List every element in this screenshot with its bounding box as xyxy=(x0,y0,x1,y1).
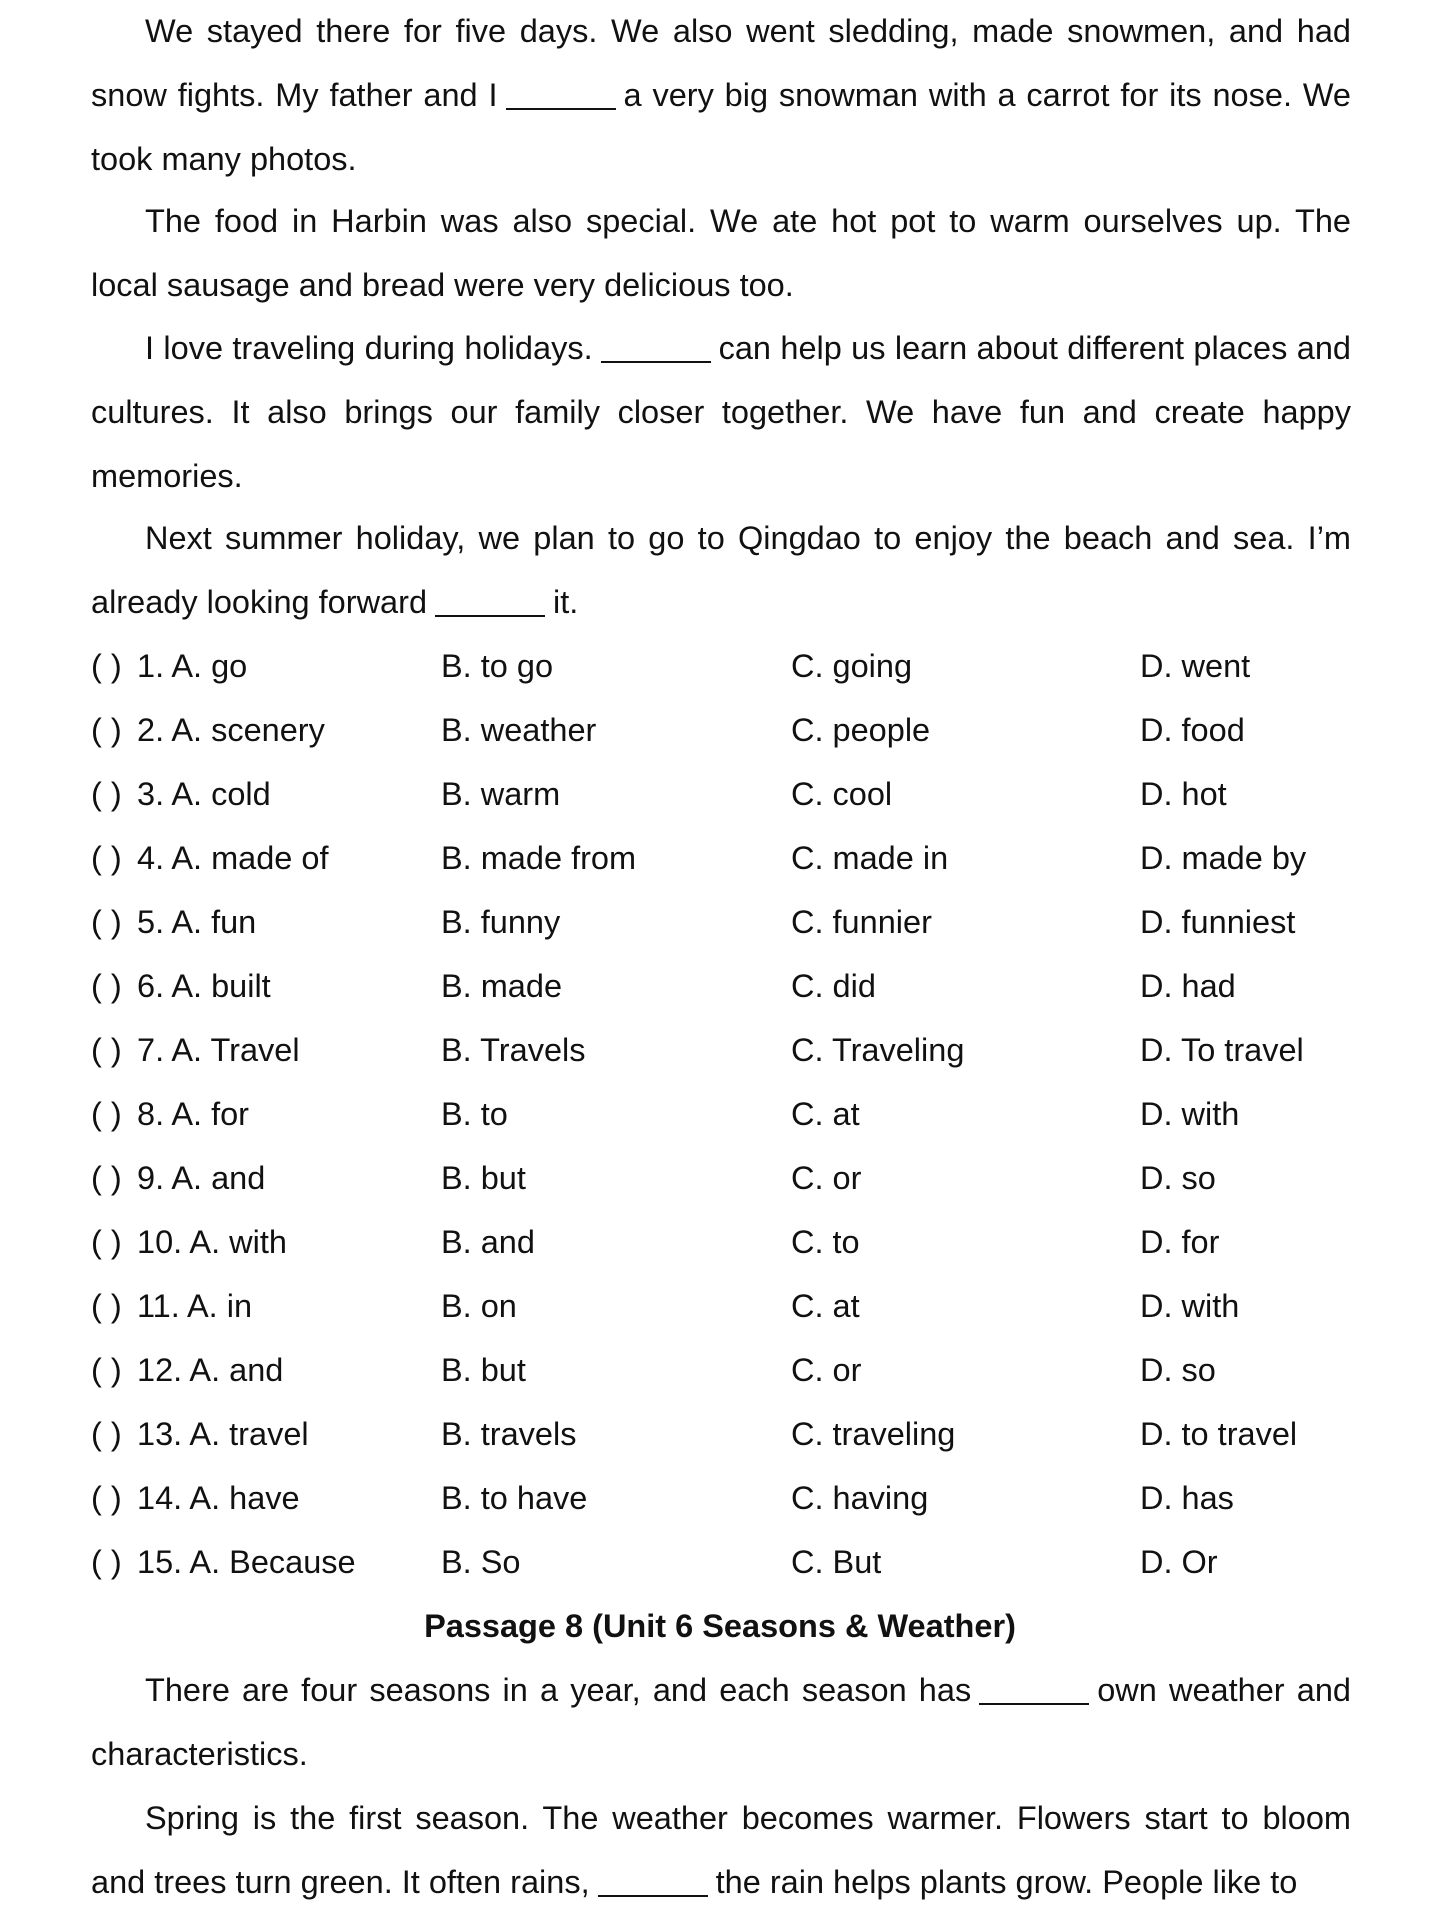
question-row xyxy=(91,1146,1351,1210)
option-d: D. made by xyxy=(1140,840,1307,876)
option-d: D. hot xyxy=(1140,776,1227,812)
answer-blank xyxy=(601,361,711,363)
option-a: 11. A. in xyxy=(137,1288,253,1324)
option-a: 8. A. for xyxy=(137,1096,250,1132)
option-a: 7. A. Travel xyxy=(137,1032,300,1068)
passage8-heading: Passage 8 (Unit 6 Seasons & Weather) xyxy=(424,1608,1016,1644)
answer-parentheses[interactable]: ( ) xyxy=(91,840,122,876)
option-b: B. weather xyxy=(441,712,597,748)
answer-parentheses[interactable]: ( ) xyxy=(91,1032,122,1068)
option-b: B. funny xyxy=(441,904,561,940)
option-b: B. but xyxy=(441,1352,526,1388)
option-a: 10. A. with xyxy=(137,1224,287,1260)
answer-blank xyxy=(598,1895,708,1897)
option-d: D. so xyxy=(1140,1352,1216,1388)
question-row xyxy=(91,634,1351,698)
option-d: D. had xyxy=(1140,968,1236,1004)
answer-parentheses[interactable]: ( ) xyxy=(91,648,122,684)
option-b: B. on xyxy=(441,1288,517,1324)
passage8-paragraph-1: There are four seasons in a year, and each season has own weather and characteristics. xyxy=(91,1672,1351,1772)
option-b: B. to xyxy=(441,1096,508,1132)
option-a: 6. A. built xyxy=(137,968,271,1004)
option-d: D. went xyxy=(1140,648,1251,684)
option-a: 13. A. travel xyxy=(137,1416,309,1452)
option-c: C. made in xyxy=(791,840,949,876)
passage7-paragraph-1: We stayed there for five days. We also went sledding, made snowmen, and had snow fights. My father and I a very big snowman with a carrot for its nose. We took many photos. xyxy=(91,13,1351,177)
option-a: 1. A. go xyxy=(137,648,248,684)
option-b: B. So xyxy=(441,1544,521,1580)
option-d: D. funniest xyxy=(1140,904,1296,940)
option-d: D. food xyxy=(1140,712,1245,748)
passage8-paragraph-2: Spring is the first season. The weather becomes warmer. Flowers start to bloom and trees turn green. It often rains, the rain helps plants grow. People like to xyxy=(91,1800,1351,1900)
question-row xyxy=(91,826,1351,890)
answer-blank xyxy=(979,1703,1089,1705)
question-row xyxy=(91,1018,1351,1082)
answer-parentheses[interactable]: ( ) xyxy=(91,1416,122,1452)
answer-parentheses[interactable]: ( ) xyxy=(91,904,122,940)
option-b: B. travels xyxy=(441,1416,577,1452)
passage7-paragraph-2: The food in Harbin was also special. We ate hot pot to warm ourselves up. The local sausage and bread were very delicious too. xyxy=(91,203,1351,303)
option-b: B. and xyxy=(441,1224,535,1260)
answer-blank xyxy=(506,108,616,110)
option-c: C. having xyxy=(791,1480,929,1516)
option-d: D. with xyxy=(1140,1096,1240,1132)
question-row xyxy=(91,1338,1351,1402)
option-d: D. To travel xyxy=(1140,1032,1304,1068)
question-row xyxy=(91,1210,1351,1274)
option-d: D. with xyxy=(1140,1288,1240,1324)
option-c: C. or xyxy=(791,1160,862,1196)
answer-parentheses[interactable]: ( ) xyxy=(91,1160,122,1196)
option-a: 15. A. Because xyxy=(137,1544,356,1580)
option-c: C. at xyxy=(791,1288,860,1324)
option-a: 2. A. scenery xyxy=(137,712,325,748)
answer-parentheses[interactable]: ( ) xyxy=(91,1096,122,1132)
answer-parentheses[interactable]: ( ) xyxy=(91,1288,122,1324)
question-row xyxy=(91,762,1351,826)
option-a: 3. A. cold xyxy=(137,776,271,812)
option-a: 14. A. have xyxy=(137,1480,300,1516)
option-b: B. to go xyxy=(441,648,554,684)
option-d: D. has xyxy=(1140,1480,1234,1516)
option-c: C. But xyxy=(791,1544,882,1580)
question-row xyxy=(91,1082,1351,1146)
option-c: C. did xyxy=(791,968,876,1004)
answer-parentheses[interactable]: ( ) xyxy=(91,1352,122,1388)
question-row xyxy=(91,1530,1351,1594)
option-c: C. traveling xyxy=(791,1416,956,1452)
option-b: B. made from xyxy=(441,840,637,876)
option-c: C. cool xyxy=(791,776,893,812)
option-d: D. so xyxy=(1140,1160,1216,1196)
option-b: B. Travels xyxy=(441,1032,586,1068)
answer-parentheses[interactable]: ( ) xyxy=(91,1224,122,1260)
question-row xyxy=(91,890,1351,954)
option-a: 12. A. and xyxy=(137,1352,284,1388)
option-b: B. but xyxy=(441,1160,526,1196)
question-row xyxy=(91,1466,1351,1530)
option-d: D. for xyxy=(1140,1224,1220,1260)
passage7-paragraph-3: I love traveling during holidays. can help us learn about different places and cultures. It also brings our family closer together. We have fun and create happy memories. xyxy=(91,330,1351,494)
answer-blank xyxy=(435,615,545,617)
option-c: C. people xyxy=(791,712,931,748)
question-row xyxy=(91,954,1351,1018)
option-a: 5. A. fun xyxy=(137,904,257,940)
option-d: D. to travel xyxy=(1140,1416,1298,1452)
option-a: 9. A. and xyxy=(137,1160,266,1196)
option-b: B. to have xyxy=(441,1480,588,1516)
option-c: C. Traveling xyxy=(791,1032,965,1068)
answer-parentheses[interactable]: ( ) xyxy=(91,712,122,748)
option-c: C. or xyxy=(791,1352,862,1388)
answer-parentheses[interactable]: ( ) xyxy=(91,1544,122,1580)
option-b: B. warm xyxy=(441,776,561,812)
option-d: D. Or xyxy=(1140,1544,1218,1580)
option-c: C. funnier xyxy=(791,904,932,940)
answer-parentheses[interactable]: ( ) xyxy=(91,776,122,812)
option-c: C. at xyxy=(791,1096,860,1132)
question-row xyxy=(91,1274,1351,1338)
option-b: B. made xyxy=(441,968,563,1004)
option-c: C. to xyxy=(791,1224,860,1260)
option-a: 4. A. made of xyxy=(137,840,329,876)
question-row xyxy=(91,698,1351,762)
passage7-paragraph-4: Next summer holiday, we plan to go to Qingdao to enjoy the beach and sea. I’m already looking forward it. xyxy=(91,520,1351,620)
answer-parentheses[interactable]: ( ) xyxy=(91,968,122,1004)
option-c: C. going xyxy=(791,648,913,684)
question-row xyxy=(91,1402,1351,1466)
answer-parentheses[interactable]: ( ) xyxy=(91,1480,122,1516)
